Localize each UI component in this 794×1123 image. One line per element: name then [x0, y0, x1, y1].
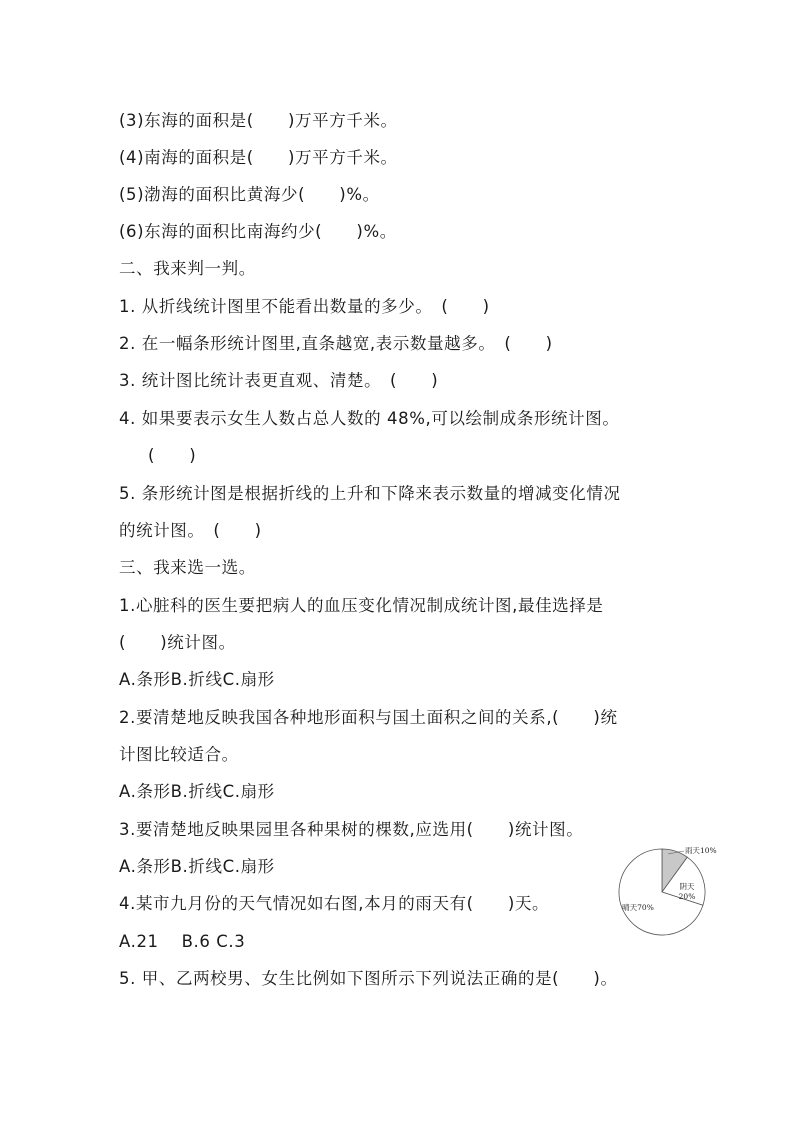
choice-item-5: 5. 甲、乙两校男、女生比例如下图所示下列说法正确的是( )。 [119, 969, 618, 988]
choice-item-1-options: A.条形B.折线C.扇形 [119, 670, 275, 689]
section-2-heading: 二、我来判一判。 [119, 259, 256, 278]
pie-label-3: 晴天70% [622, 903, 654, 912]
question-6-east-vs-south-sea: (6)东海的面积比南海约少( )%。 [119, 222, 397, 241]
judge-item-5-continued: 的统计图。 ( ) [119, 521, 262, 540]
choice-item-1-continued: ( )统计图。 [119, 633, 236, 652]
choice-item-4-options: A.21 B.6 C.3 [119, 932, 246, 951]
choice-item-3: 3.要清楚地反映果园里各种果树的棵数,应选用( )统计图。 [119, 820, 584, 839]
judge-item-2: 2. 在一幅条形统计图里,直条越宽,表示数量越多。 ( ) [119, 334, 553, 353]
question-3-east-sea-area: (3)东海的面积是( )万平方千米。 [119, 111, 398, 130]
choice-item-1: 1.心脏科的医生要把病人的血压变化情况制成统计图,最佳选择是 [119, 596, 604, 615]
choice-item-4: 4.某市九月份的天气情况如右图,本月的雨天有( )天。 [119, 894, 550, 913]
judge-item-3: 3. 统计图比统计表更直观、清楚。 ( ) [119, 371, 439, 390]
question-5-bohai-vs-yellow-sea: (5)渤海的面积比黄海少( )%。 [119, 185, 380, 204]
choice-item-2: 2.要清楚地反映我国各种地形面积与国土面积之间的关系,( )统 [119, 708, 618, 727]
choice-item-2-options: A.条形B.折线C.扇形 [119, 782, 275, 801]
pie-label-1: 雨天10% [685, 846, 717, 855]
judge-item-4: 4. 如果要表示女生人数占总人数的 48%,可以绘制成条形统计图。 [119, 409, 620, 428]
choice-item-2-continued: 计图比较适合。 [119, 745, 239, 764]
pie-chart-svg [612, 840, 717, 944]
pie-label-2: 阴天 [679, 882, 695, 891]
judge-item-4-answer-blank: ( ) [148, 446, 197, 465]
judge-item-1: 1. 从折线统计图里不能看出数量的多少。 ( ) [119, 297, 490, 316]
section-3-heading: 三、我来选一选。 [119, 558, 256, 577]
judge-item-5: 5. 条形统计图是根据折线的上升和下降来表示数量的增减变化情况 [119, 484, 621, 503]
weather-pie-chart [612, 840, 717, 944]
choice-item-3-options: A.条形B.折线C.扇形 [119, 857, 275, 876]
question-4-south-sea-area: (4)南海的面积是( )万平方千米。 [119, 148, 398, 167]
pie-value-label-2: 20% [678, 892, 696, 901]
